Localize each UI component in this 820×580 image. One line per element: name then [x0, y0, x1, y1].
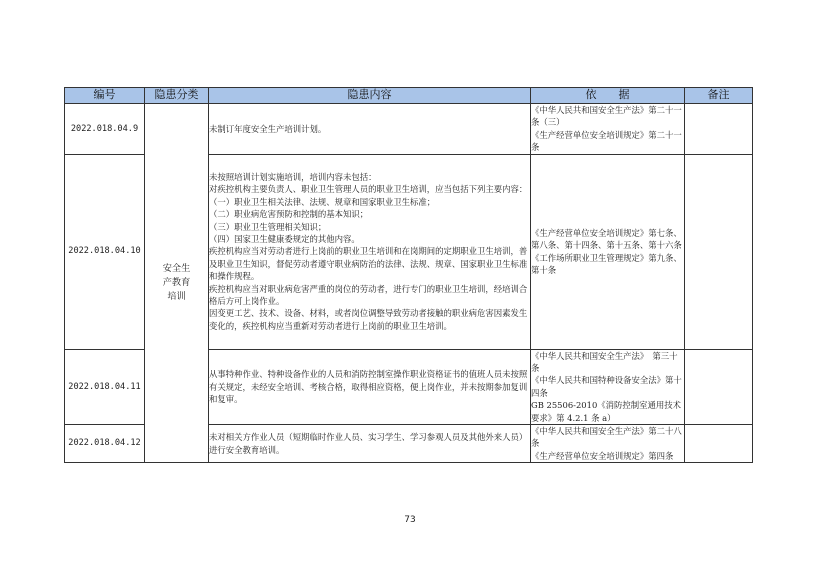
basis-line: 《工作场所职业卫生管理规定》第九条、第十条: [531, 252, 682, 276]
row-basis: [531, 425, 685, 463]
basis-line: 《中华人民共和国安全生产法》第二十一条（三）: [531, 105, 682, 128]
content-line: 疾控机构应当对劳动者进行上岗前的职业卫生培训和在岗期间的定期职业卫生培训，普及职业卫生知识，督促劳动者遵守职业病防治的法律、法规、规章、国家职业卫生标准和操作规程。: [209, 246, 528, 282]
row-code: 2022.018.04.11: [65, 349, 145, 424]
content-line: 对疾控机构主要负责人、职业卫生管理人员的职业卫生培训，应当包括下列主要内容：: [209, 184, 528, 195]
category-line: 产教育: [162, 277, 191, 289]
header-category: 隐患分类: [145, 88, 209, 104]
header-note: 备注: [685, 88, 753, 104]
page-number: 73: [404, 515, 416, 525]
header-basis: 依 据: [531, 88, 685, 104]
basis-line: 《生产经营单位安全培训规定》第七条、第八条、第十四条、第十五条、第十六条: [531, 227, 682, 251]
content-line: 疾控机构应当对职业病危害严重的岗位的劳动者，进行专门的职业卫生培训，经培训合格后方可上岗作业。: [209, 283, 528, 307]
basis-line: 《生产经营单位安全培训规定》第四条: [531, 450, 674, 461]
content-line: （三）职业卫生管理相关知识；: [209, 221, 327, 232]
row-code: 2022.018.04.9: [65, 104, 145, 155]
row-content: [209, 425, 531, 463]
content-line: （二）职业病危害预防和控制的基本知识；: [209, 209, 369, 220]
content-line: 从事特种作业、特种设备作业的人员和消防控制室操作职业资格证书的值班人员未按照有关规定，未经安全培训、考核合格，取得相应资格，便上岗作业，并未按期参加复训和复审。: [209, 369, 528, 405]
content-line: 未按照培训计划实施培训，培训内容未包括：: [209, 171, 377, 182]
row-note: [685, 154, 753, 349]
row-note: [685, 104, 753, 155]
basis-line: 《中华人民共和国安全生产法》 第三十条: [531, 350, 678, 374]
content-line: 未制订年度安全生产培训计划。: [209, 123, 327, 134]
row-content: [209, 349, 531, 424]
header-row: [65, 88, 753, 104]
row-basis: [531, 104, 685, 155]
row-code: 2022.018.04.10: [65, 154, 145, 349]
row-note: [685, 349, 753, 424]
content-line: （四）国家卫生健康委规定的其他内容。: [209, 234, 360, 245]
basis-line: 《生产经营单位安全培训规定》第二十一条: [531, 129, 682, 153]
basis-line: 《中华人民共和国特种设备安全法》第十四条: [531, 375, 682, 398]
category-line: 安全生: [162, 263, 191, 275]
header-code: 编号: [65, 88, 145, 104]
header-content: 隐患内容: [209, 88, 531, 104]
content-line: （一）职业卫生相关法律、法规、规章和国家职业卫生标准；: [209, 196, 436, 207]
category-cell: [145, 104, 209, 463]
row-content: [209, 104, 531, 155]
basis-line: 《中华人民共和国安全生产法》第二十八条: [531, 426, 682, 449]
row-code: 2022.018.04.12: [65, 425, 145, 463]
row-basis: [531, 154, 685, 349]
row-basis: [531, 349, 685, 424]
row-note: [685, 425, 753, 463]
table-row: [65, 104, 753, 155]
content-line: 未对相关方作业人员（短期临时作业人员、实习学生、学习参观人员及其他外来人员）进行安全教育培训。: [209, 432, 528, 455]
category-line: 培训: [167, 291, 186, 303]
basis-line: GB 25506-2010《消防控制室通用技术要求》第 4.2.1 条 a）: [531, 400, 682, 423]
content-line: 因变更工艺、技术、设备、材料，或者岗位调整导致劳动者接触的职业病危害因素发生变化的，疾控机构应当重新对劳动者进行上岗前的职业卫生培训。: [209, 308, 528, 331]
row-content: [209, 154, 531, 349]
hazard-table: [64, 87, 753, 463]
